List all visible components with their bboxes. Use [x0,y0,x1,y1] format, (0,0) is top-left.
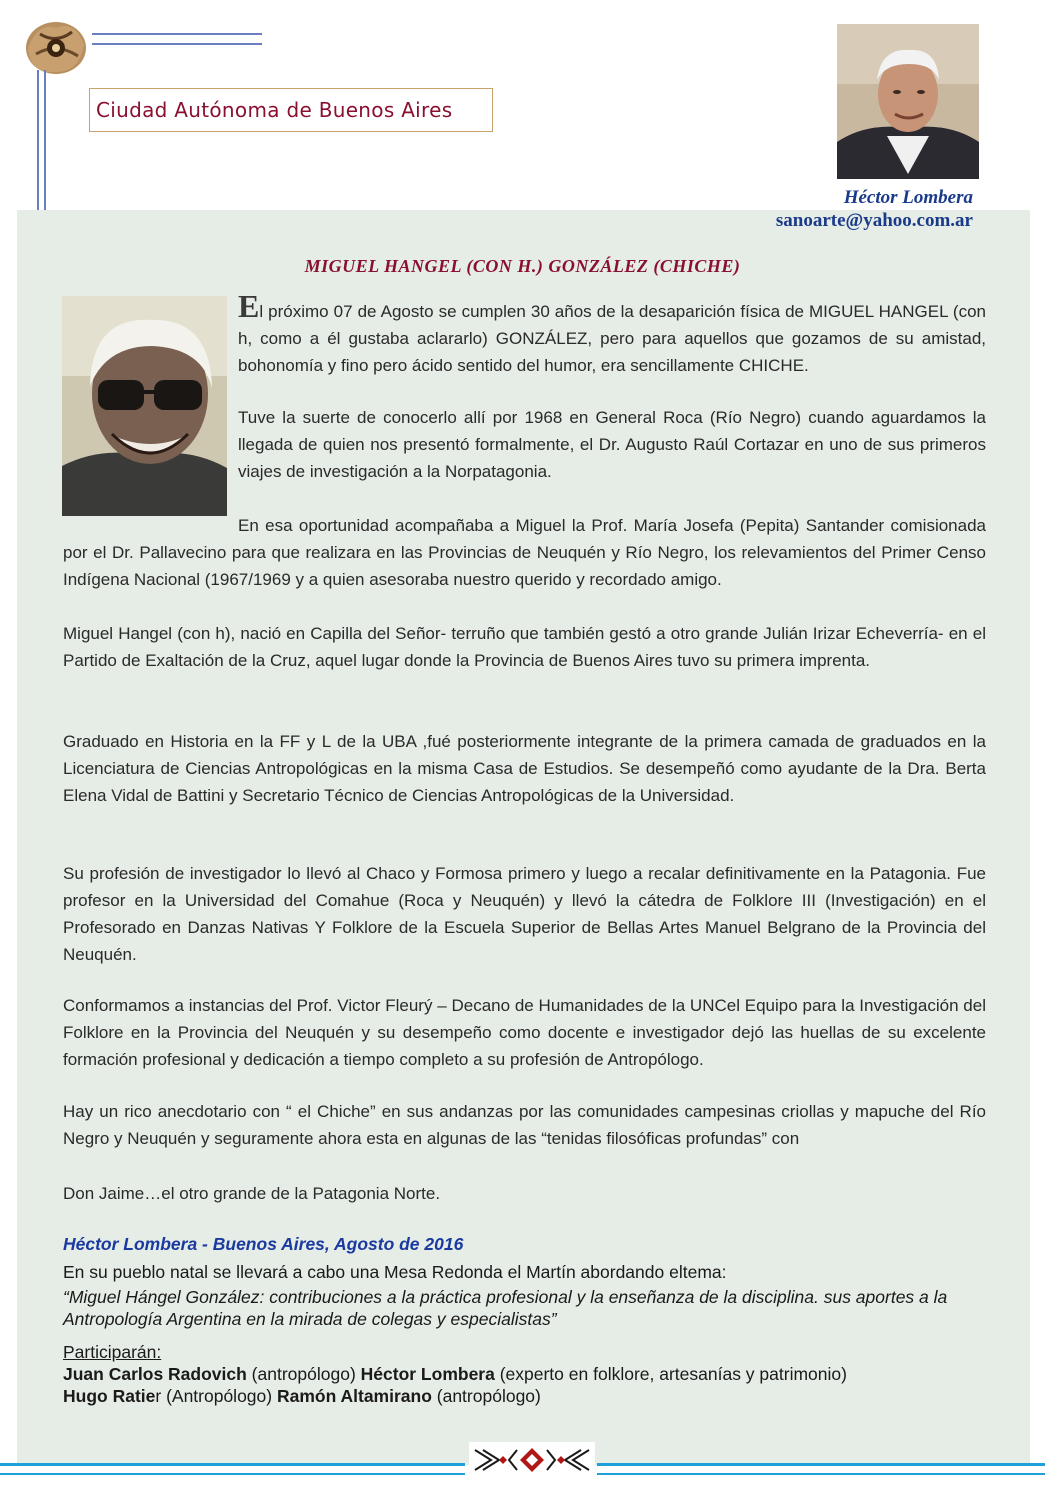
paragraph-9: Don Jaime…el otro grande de la Patagonia Norte. [63,1184,441,1203]
participants-label: Participarán: [63,1342,162,1362]
mesa-redonda-intro: En su pueblo natal se llevará a cabo una Mesa Redonda el Martín abordando eltema: [63,1262,727,1282]
participant-role: (experto en folklore, artesanías y patrimonio) [494,1364,847,1384]
participant-name: Ramón Altamirano [276,1386,432,1406]
drop-cap: E [238,288,260,324]
city-label: Ciudad Autónoma de Buenos Aires [96,98,453,122]
paragraph-5: Graduado en Historia en la FF y L de la UBA ,fué posteriormente integrante de la primera camada de graduados en la Licenciatura de Ciencias Antropológicas en la misma Casa de Estudios. Se desempeñó como ayudante de la Dra. Berta Elena Vidal de Battini y Secretario Técnico de Ciencias Antropológicas de la Universidad. [63,732,986,805]
participant-role: (antropólogo) [246,1364,361,1384]
mesa-redonda-theme: “Miguel Hángel González: contribuciones a la práctica profesional y la enseñanza de la disciplina. sus aportes a la Antropología Argentina en la mirada de colegas y especialistas” [63,1287,948,1329]
author-photo [837,24,979,179]
paragraph-6: Su profesión de investigador lo llevó al Chaco y Formosa primero y luego a recalar definitivamente en la Patagonia. Fue profesor en la Universidad del Comahue (Roca y Neuquén) y llevó la cátedra de Folklore III (Investigación) en el Profesorado en Danzas Nativas Y Folklore de la Escuela Superior de Bellas Artes Manuel Belgrano de la Provincia del Neuquén. [63,864,986,964]
paragraph-2: Tuve la suerte de conocerlo allí por 1968 en General Roca (Río Negro) cuando aguardamos la llegada de quien nos presentó formalmente, el Dr. Augusto Raúl Cortazar en uno de sus primeros viajes de investigación a la Norpatagonia. [238,408,986,481]
participant-name: Héctor Lombera [360,1364,495,1384]
city-banner [89,88,493,132]
participants-line-2 [63,1385,993,1407]
top-decorative-lines [92,33,262,45]
bottom-rule-right [597,1463,1045,1475]
paragraph-1 [238,288,986,379]
paragraph-7: Conformamos a instancias del Prof. Victor Fleurý – Decano de Humanidades de la UNCel Equipo para la Investigación del Folklore en la Provincia del Neuquén y su desempeño como docente e investigador dejó las huellas de su excelente formación profesional y dedicación a tiempo completo a su profesión de Antropólogo. [63,996,986,1069]
signature: Héctor Lombera - Buenos Aires, Agosto de 2016 [63,1234,464,1254]
flower-logo [18,14,94,78]
bottom-rule-left [0,1463,465,1475]
author-name: Héctor Lombera [843,187,973,208]
author-email[interactable]: sanoarte@yahoo.com.ar [775,210,973,231]
paragraph-1-text: l próximo 07 de Agosto se cumplen 30 años de la desaparición física de MIGUEL HANGEL (con h, como a él gustaba aclararlo) GONZÁLEZ, pero para aquellos que gozamos de su amistad, bohonomía y fino pero ácido sentido del humor, era sencillamente CHICHE. [238,302,986,375]
paragraph-8: Hay un rico anecdotario con “ el Chiche” en sus andanzas por las comunidades campesinas criollas y mapuche del Río Negro y Neuquén y seguramente ahora esta en algunas de las “tenidas filosóficas profundas” con [63,1102,986,1148]
subject-photo [62,296,227,516]
article-title: MIGUEL HANGEL (CON H.) GONZÁLEZ (CHICHE) [304,256,741,276]
participant-role: (antropólogo) [431,1386,541,1406]
participant-role: (Antropólogo) [161,1386,277,1406]
participants-line-1 [63,1363,993,1385]
ethnic-pattern-ornament [469,1442,595,1478]
paragraph-3: En esa oportunidad acompañaba a Miguel la Prof. María Josefa (Pepita) Santander comisionada por el Dr. Pallavecino para que realizara en las Provincias de Neuquén y Río Negro, los relevamientos del Primer Censo Indígena Nacional (1967/1969 y a quien asesoraba nuestro querido y recordado amigo. [63,516,986,589]
participant-name: Juan Carlos Radovich [63,1364,247,1384]
participant-name-tail: r [155,1386,162,1406]
paragraph-4: Miguel Hangel (con h), nació en Capilla del Señor- terruño que también gestó a otro grande Julián Irizar Echeverría- en el Partido de Exaltación de la Cruz, aquel lugar donde la Provincia de Buenos Aires tuvo su primera imprenta. [63,624,986,670]
participant-name: Hugo Ratie [63,1386,156,1406]
